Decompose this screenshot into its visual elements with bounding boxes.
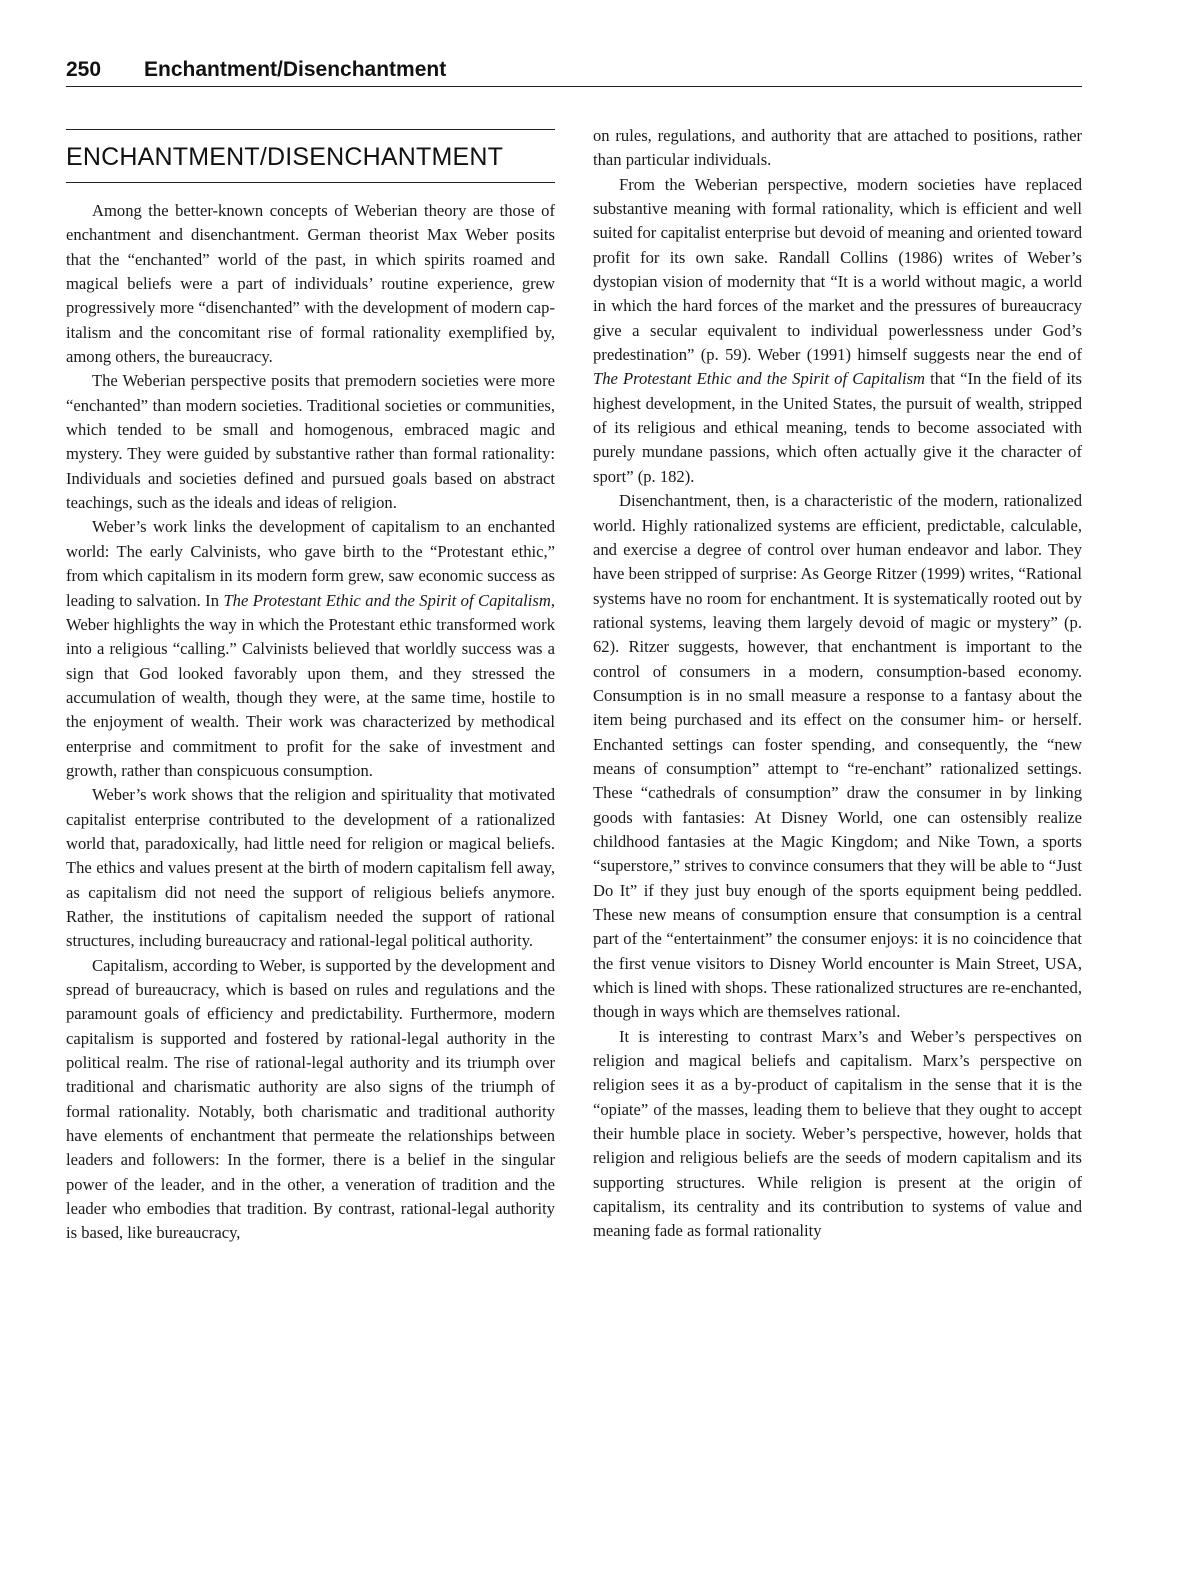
page-number: 250 — [66, 58, 102, 81]
paragraph-bureaucracy: Capitalism, according to Weber, is supported by the development and spread of bureaucracy, which is based on rules and regulations and the paramount goals of efficiency and predictability. Furthermore, modern capitalism is supported and fostered by rational-legal authority in the political realm. The rise of rational-legal authority and its triumph over traditional and charismatic authority are also signs of the triumph of formal rationality. Notably, both charismatic and traditional authority have elements of enchantment that permeate the relationships between leaders and followers: In the former, there is a belief in the singular power of the leader, and in the other, a veneration of tradition and the leader who embodies that tradition. By contrast, rational-legal authority is based, like bureaucracy, — [66, 955, 555, 1243]
paragraph-premodern: The Weberian perspective posits that premodern societies were more “enchanted” than modern societies. Traditional societies or communities, which tended to be small and homogenous, embraced magic and mystery. They were guided by substantive rather than formal rationality: Individuals and societies defined and pursued goals based on abstract teachings, such as the ideals and ideas of religion. — [66, 371, 555, 513]
header-rule — [66, 86, 1082, 87]
paragraph-calvinists — [66, 515, 555, 783]
right-column — [593, 124, 1082, 1244]
paragraph-text: Weber’s work links the development of capitalism to an enchanted world: The early Calvinists, who gave birth to the “Protestant ethic,” from which capitalism in its modern form grew, saw economic success as leading to salvation. In — [66, 517, 555, 610]
book-title: The Protestant Ethic and the Spirit of Capitalism — [593, 369, 926, 389]
paragraph-text: From the Weberian perspective, modern societies have replaced substantive meaning with formal rationality, which is efficient and well suited for capitalist enterprise but devoid of meaning and oriented toward profit for its own sake. Randall Collins (1986) writes of Weber’s dystopian vision of modernity that “It is a world without magic, a world in which the hard forces of the market and the pressures of bureaucracy give a secular equivalent to individual powerlessness under God’s predestination” (p. 59). Weber (1991) himself suggests near the end of — [593, 174, 1082, 365]
left-column — [66, 125, 555, 1246]
paragraph-rationalized-world: Weber’s work shows that the religion and spirituality that motivated capitalist enterprise contributed to the development of a rationalized world that, paradoxically, had little need for religion or magical beliefs. The ethics and values present at the birth of modern capitalism fell away, as capitalism did not need the support of religious beliefs anymore. Rather, the institutions of capitalism needed the support of rational structures, including bureaucracy and rational-legal political authority. — [66, 785, 555, 951]
paragraph-continued: on rules, regulations, and authority that are attached to positions, rather than particular individuals. — [593, 126, 1082, 170]
paragraph-intro: Among the better-known concepts of Weberian theory are those of enchantment and disenchantment. German theorist Max Weber posits that the “enchanted” world of the past, in which spirits roamed and magical beliefs were a part of individuals’ routine experience, grew progressively more “disenchanted” with the development of modern capitalism and the concomitant rise of formal rationality exemplified by, among others, the bureaucracy. — [66, 201, 555, 367]
paragraph-marx-weber: It is interesting to contrast Marx’s and Weber’s perspectives on religion and magical beliefs and capitalism. Marx’s perspective on religion sees it as a by-product of capitalism in the sense that it is the “opiate” of the masses, leading them to believe that they ought to accept their humble place in society. Weber’s perspective, however, holds that religion and religious beliefs are the seeds of modern capitalism and its supporting structures. While religion is present at the origin of capitalism, its centrality and its contribution to systems of value and meaning fade as formal rationality — [593, 1026, 1082, 1241]
paragraph-formal-rationality — [593, 173, 1082, 489]
paragraph-text: , Weber highlights the way in which the Protestant ethic transformed work into a religious “calling.” Calvinists believed that worldly success was a sign that God looked favorably upon them, and they stressed the accumulation of wealth, though they were, at the same time, hostile to the enjoyment of wealth. Their work was characterized by methodical enterprise and commitment to profit for the sake of investment and growth, rather than conspicuous consumption. — [66, 590, 556, 780]
paragraph-disenchantment: Disenchantment, then, is a characteristic of the modern, rationalized world. Highly rationalized systems are efficient, predictable, calculable, and exercise a degree of control over human endeavor and labor. They have been stripped of surprise: As George Ritzer (1999) writes, “Rational systems have no room for enchantment. It is systematically rooted out by rational systems, leaving them largely devoid of magic or mystery” (p. 62). Ritzer suggests, however, that enchantment is important to the control of consumers in a modern, consumption-based economy. Consumption is in no small measure a response to a fantasy about the item being purchased and its effect on the consumer him- or herself. Enchanted settings can foster spending, and consequently, the “new means of consumption” attempt to “re-enchant” rationalized settings. These “cathedrals of consumption” draw the consumer in by linking goods with fantasies: At Disney World, one can ostensibly realize childhood fantasies at the Magic Kingdom; and Nike Town, a sports “superstore,” strives to convince consumers that they will be able to “Just Do It” if they just buy enough of the sports equipment being peddled. These new means of consumption ensure that consumption is a central part of the “entertainment” the consumer enjoys: it is no coincidence that the first venue visitors to Disney World encounter is Main Street, USA, which is lined with shops. These rationalized structures are re-enchanted, though in ways which are themselves rational. — [593, 491, 1082, 1022]
entry-title: ENCHANTMENT/DISENCHANTMENT — [66, 143, 504, 171]
paragraph-text: that “In the field of its highest development, in the United States, the pursuit of wealth, stripped of its religious and ethical meaning, tends to become associated with purely mundane passions, which often actually give it the character of sport” (p. 182). — [593, 369, 1082, 486]
book-title: The Protestant Ethic and the Spirit of Capitalism — [223, 590, 551, 610]
entry-title-block — [66, 129, 555, 183]
running-title: Enchantment/Disenchantment — [144, 58, 447, 81]
running-head — [66, 56, 1082, 84]
